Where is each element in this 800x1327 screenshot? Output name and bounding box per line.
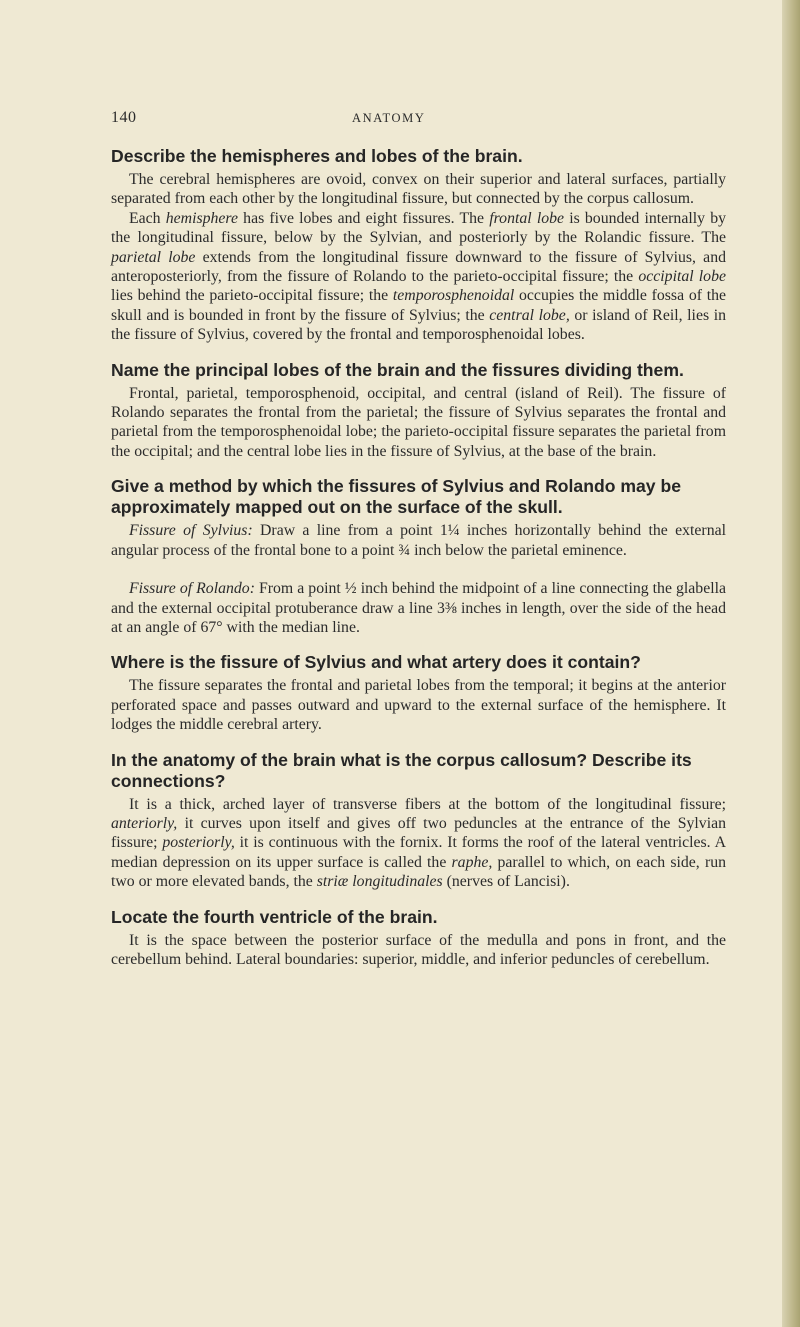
text-run: It is a thick, arched layer of transverse fibers at the bottom of the longitudinal fissure;	[129, 795, 726, 813]
text-run: Frontal, parietal, temporosphenoid, occipital, and central (island of Reil). The fissure of Rolando separates the frontal from the parietal; the fissure of Sylvius separates the frontal and parietal from the temporosphenoidal lobe; the parieto-occipital fissure separates the parietal from the occipital; and the central lobe lies in the fissure of Sylvius, at the base of the brain.	[111, 384, 726, 460]
text-run: parallel to which, on each side, run two or more elevated bands, the	[111, 853, 726, 891]
italic-term: occipital lobe	[638, 268, 726, 286]
answer-paragraph	[111, 384, 726, 462]
text-run: extends from the longitudinal fissure downward to the fissure of Sylvius, and anteroposteriorly, from the fissure of Rolando to the parieto-occipital fissure; the	[111, 248, 726, 286]
text-run: Each	[129, 209, 166, 227]
answer-paragraph	[111, 579, 726, 637]
text-run: or island of Reil, lies in the fissure of Sylvius, covered by the frontal and temporosphenoidal lobes.	[111, 306, 726, 344]
text-run: has five lobes and eight fissures. The	[238, 209, 490, 227]
page-edge	[782, 0, 800, 1327]
text-run: The cerebral hemispheres are ovoid, convex on their superior and lateral surfaces, partially separated from each other by the longitudinal fissure, but connected by the corpus callosum.	[111, 171, 726, 208]
qa-section	[111, 146, 726, 345]
question-heading: Locate the fourth ventricle of the brain.	[111, 906, 438, 927]
text-run: it is continuous with the fornix. It forms the roof of the lateral ventricles. A median depression on its upper surface is called the	[111, 834, 727, 871]
running-head	[0, 109, 782, 131]
page-body	[111, 146, 726, 984]
italic-term: raphe,	[451, 853, 493, 871]
question-heading: Give a method by which the fissures of Sylvius and Rolando may be approximately mapped out on the surface of the skull.	[111, 476, 681, 518]
question-heading: Where is the fissure of Sylvius and what artery does it contain?	[111, 652, 641, 673]
text-run: occupies the middle fossa of the skull and is bounded in front by the fissure of Sylvius; the	[111, 287, 727, 324]
italic-term: anteriorly,	[111, 814, 178, 832]
answer-paragraph	[111, 676, 726, 734]
italic-term: temporosphenoidal	[392, 287, 515, 305]
qa-section	[111, 360, 726, 462]
qa-section	[111, 652, 726, 734]
text-run: (nerves of Lancisi).	[442, 873, 570, 891]
italic-term: striæ longitudinales	[316, 873, 443, 891]
italic-term: Fissure of Sylvius:	[129, 522, 253, 540]
text-run: The fissure separates the frontal and parietal lobes from the temporal; it begins at the anterior perforated space and passes outward and upward to the external surface of the hemisphere. It lodges the middle cerebral artery.	[111, 677, 726, 734]
question-heading: Describe the hemispheres and lobes of the brain.	[111, 146, 523, 166]
answer-paragraph	[111, 931, 726, 970]
answer-paragraph	[111, 209, 726, 345]
italic-term: posteriorly,	[162, 834, 235, 852]
text-run: Draw a line from a point 1¼ inches horizontally behind the external angular process of the frontal bone to a point ¾ inch below the parietal eminence.	[111, 522, 726, 559]
running-title: ANATOMY	[352, 111, 426, 125]
qa-section	[111, 476, 726, 637]
italic-term: parietal lobe	[111, 248, 196, 266]
answer-paragraph	[111, 795, 726, 892]
italic-term: frontal lobe	[489, 209, 565, 227]
question-heading: In the anatomy of the brain what is the corpus callosum? Describe its connections?	[111, 749, 692, 791]
answer-paragraph	[111, 170, 726, 209]
text-run: It is the space between the posterior surface of the medulla and pons in front, and the cerebellum behind. Lateral boundaries: superior, middle, and inferior peduncles of cerebellum.	[111, 931, 726, 968]
italic-term: central lobe,	[489, 306, 570, 324]
italic-term: hemisphere	[165, 209, 238, 227]
text-run: lies behind the parieto-occipital fissure; the	[111, 287, 393, 305]
italic-term: Fissure of Rolando:	[129, 580, 255, 598]
text-run: it curves upon itself and gives off two peduncles at the entrance of the Sylvian fissure;	[111, 814, 726, 852]
qa-section	[111, 750, 726, 892]
qa-section	[111, 907, 726, 970]
text-run: is bounded internally by the longitudinal fissure, below by the Sylvian, and posteriorly by the Rolandic fissure. The	[111, 209, 726, 247]
answer-paragraph	[111, 521, 726, 560]
page-number: 140	[111, 109, 137, 126]
text-run: From a point ½ inch behind the midpoint of a line connecting the glabella and the external occipital protuberance draw a line 3⅜ inches in length, over the side of the head at an angle of 67° with the median line.	[111, 580, 726, 636]
question-heading: Name the principal lobes of the brain and the fissures dividing them.	[111, 359, 684, 380]
